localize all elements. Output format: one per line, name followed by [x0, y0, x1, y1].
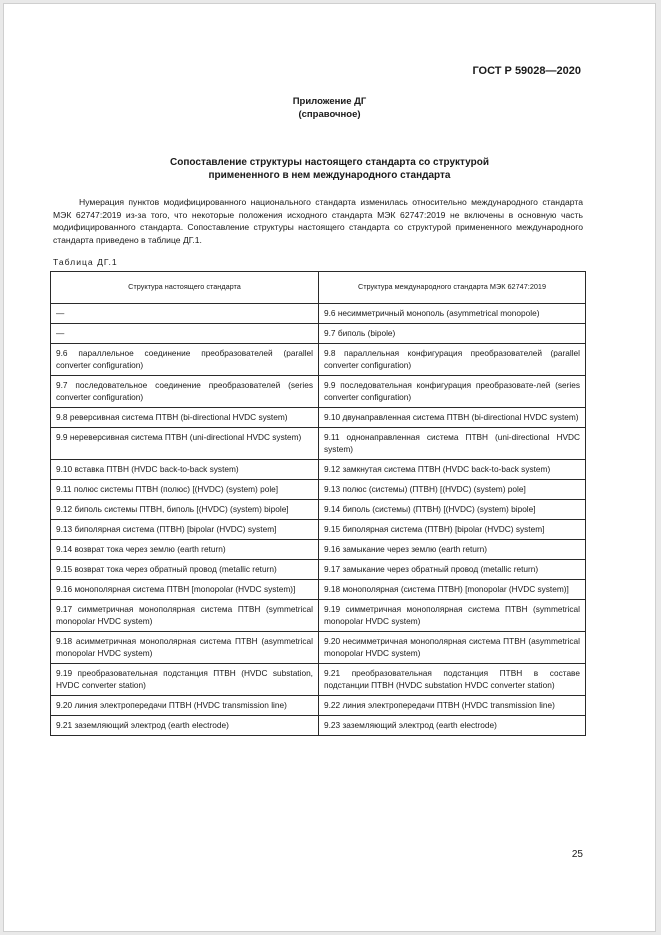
table-row	[51, 632, 586, 664]
cell-international-clause: 9.19 симметричная монополярная система ПТВН (symmetrical monopolar HVDC system)	[319, 600, 586, 632]
cell-national-clause: 9.13 биполярная система (ПТВН) [bipolar (HVDC) system]	[51, 520, 319, 540]
table-row	[51, 520, 586, 540]
cell-national-clause: 9.10 вставка ПТВН (HVDC back-to-back system)	[51, 460, 319, 480]
annex-title: Приложение ДГ	[292, 96, 367, 107]
table-row	[51, 460, 586, 480]
cell-national-clause: 9.18 асимметричная монополярная система ПТВН (asymmetrical monopolar HVDC system)	[51, 632, 319, 664]
intro-paragraph: Нумерация пунктов модифицированного национального стандарта изменилась относительно международного стандарта МЭК 62747:2019 из-за того, что некоторые положения исходного стандарта МЭК 62747:2019 не включены в основную часть модифицированного стандарта. Сопоставление структуры настоящего стандарта со структурой примененного международного стандарта приведено в таблице ДГ.1.	[53, 197, 583, 245]
table-row	[51, 480, 586, 500]
cell-international-clause: 9.13 полюс (системы) (ПТВН) [(HVDC) (system) pole]	[319, 480, 586, 500]
cell-national-clause: 9.6 параллельное соединение преобразователей (parallel converter configuration)	[51, 344, 319, 376]
cell-international-clause: 9.16 замыкание через землю (earth return)	[319, 540, 586, 560]
cell-international-clause: 9.21 преобразовательная подстанция ПТВН в составе подстанции ПТВН (HVDC substation HVDC converter station)	[319, 664, 586, 696]
cell-international-clause: 9.23 заземляющий электрод (earth electrode)	[319, 716, 586, 736]
table-header-row	[51, 272, 586, 304]
table-row	[51, 500, 586, 520]
cell-international-clause: 9.10 двунаправленная система ПТВН (bi-directional HVDC system)	[319, 408, 586, 428]
column-header-international: Структура международного стандарта МЭК 62747:2019	[319, 272, 586, 304]
cell-international-clause: 9.18 монополярная (система ПТВН) [monopolar (HVDC system)]	[319, 580, 586, 600]
cell-international-clause: 9.22 линия электропередачи ПТВН (HVDC transmission line)	[319, 696, 586, 716]
table-row	[51, 540, 586, 560]
cell-national-clause: 9.20 линия электропередачи ПТВН (HVDC transmission line)	[51, 696, 319, 716]
comparison-table	[50, 271, 586, 736]
column-header-national: Структура настоящего стандарта	[51, 272, 319, 304]
table-row	[51, 716, 586, 736]
heading-line-2: примененного в нем международного стандарта	[208, 170, 451, 181]
document-page	[3, 3, 656, 932]
annex-subtitle: (справочное)	[298, 109, 361, 120]
table-row	[51, 600, 586, 632]
cell-international-clause: 9.6 несимметричный монополь (asymmetrical monopole)	[319, 304, 586, 324]
cell-national-clause: 9.7 последовательное соединение преобразователей (series converter configuration)	[51, 376, 319, 408]
cell-national-clause: 9.14 возврат тока через землю (earth return)	[51, 540, 319, 560]
cell-national-clause: 9.11 полюс системы ПТВН (полюс) [(HVDC) (system) pole]	[51, 480, 319, 500]
heading-line-1: Сопоставление структуры настоящего стандарта со структурой	[170, 157, 489, 168]
cell-national-clause: 9.15 возврат тока через обратный провод (metallic return)	[51, 560, 319, 580]
table-row	[51, 344, 586, 376]
cell-national-clause: 9.9 нереверсивная система ПТВН (uni-directional HVDC system)	[51, 428, 319, 460]
section-heading	[4, 156, 655, 182]
table-row	[51, 560, 586, 580]
table-row	[51, 696, 586, 716]
cell-international-clause: 9.17 замыкание через обратный провод (metallic return)	[319, 560, 586, 580]
table-row	[51, 428, 586, 460]
table-row	[51, 304, 586, 324]
cell-international-clause: 9.9 последовательная конфигурация преобразовате-лей (series converter configuration)	[319, 376, 586, 408]
table-row	[51, 324, 586, 344]
table-row	[51, 408, 586, 428]
cell-national-clause: —	[51, 304, 319, 324]
cell-international-clause: 9.7 биполь (bipole)	[319, 324, 586, 344]
cell-international-clause: 9.12 замкнутая система ПТВН (HVDC back-to-back system)	[319, 460, 586, 480]
cell-international-clause: 9.14 биполь (системы) (ПТВН) [(HVDC) (system) bipole]	[319, 500, 586, 520]
cell-national-clause: 9.21 заземляющий электрод (earth electrode)	[51, 716, 319, 736]
table-caption: Таблица ДГ.1	[53, 257, 118, 267]
page-number: 25	[571, 849, 583, 860]
cell-international-clause: 9.11 однонаправленная система ПТВН (uni-directional HVDC system)	[319, 428, 586, 460]
cell-international-clause: 9.15 биполярная система (ПТВН) [bipolar (HVDC) system]	[319, 520, 586, 540]
annex-header	[4, 95, 655, 121]
cell-national-clause: —	[51, 324, 319, 344]
cell-national-clause: 9.17 симметричная монополярная система ПТВН (symmetrical monopolar HVDC system)	[51, 600, 319, 632]
table-row	[51, 664, 586, 696]
table-row	[51, 376, 586, 408]
cell-national-clause: 9.12 биполь системы ПТВН, биполь [(HVDC) (system) bipole]	[51, 500, 319, 520]
table-body	[51, 304, 586, 736]
standard-code: ГОСТ Р 59028—2020	[472, 65, 581, 77]
cell-national-clause: 9.19 преобразовательная подстанция ПТВН (HVDC substation, HVDC converter station)	[51, 664, 319, 696]
cell-national-clause: 9.8 реверсивная система ПТВН (bi-directional HVDC system)	[51, 408, 319, 428]
cell-international-clause: 9.8 параллельная конфигурация преобразователей (parallel converter configuration)	[319, 344, 586, 376]
cell-international-clause: 9.20 несимметричная монополярная система ПТВН (asymmetrical monopolar HVDC system)	[319, 632, 586, 664]
table-row	[51, 580, 586, 600]
cell-national-clause: 9.16 монополярная система ПТВН [monopolar (HVDC system)]	[51, 580, 319, 600]
